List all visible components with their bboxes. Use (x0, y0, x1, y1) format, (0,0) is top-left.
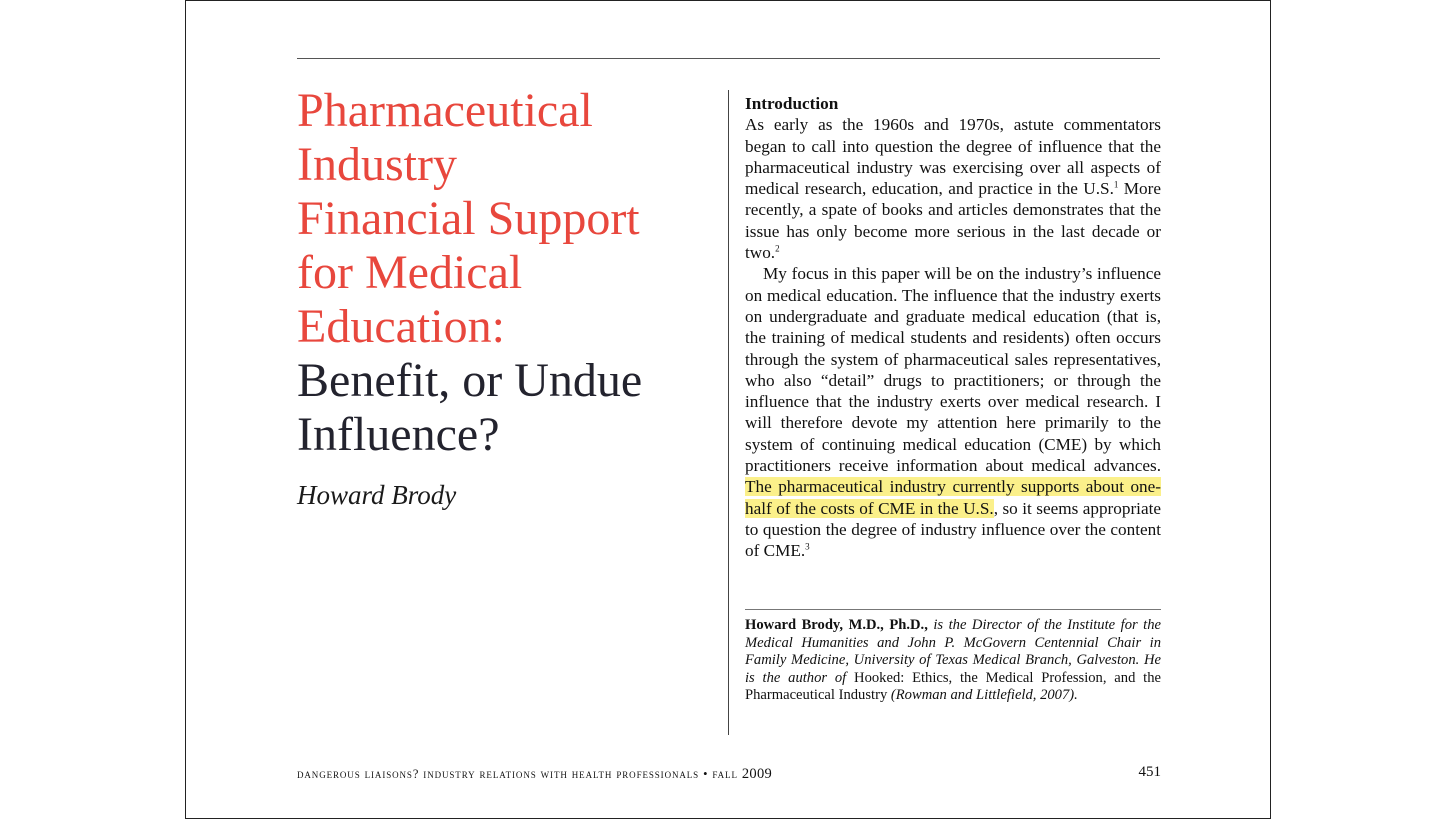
bio-publisher: (Rowman and Littlefield, 2007). (887, 687, 1078, 704)
top-rule (297, 58, 1160, 59)
column-divider (728, 90, 729, 735)
title-line: Industry (297, 138, 457, 191)
footnote-marker[interactable]: 3 (805, 541, 810, 552)
bio-name: Howard Brody, M.D., Ph.D., (745, 617, 928, 633)
author-bio (745, 617, 1161, 705)
body-column (745, 93, 1161, 562)
footnote-marker[interactable]: 1 (1113, 179, 1119, 190)
paragraph-1 (745, 114, 1161, 263)
title-line-subtitle: Benefit, or Undue (297, 354, 643, 407)
article-title (297, 84, 717, 462)
article-author: Howard Brody (297, 480, 457, 510)
bio-rule (745, 609, 1161, 610)
highlighted-text[interactable]: The pharmaceutical industry currently supports about one-half of the costs of CME in the U.S. (745, 477, 1161, 518)
page-number: 451 (1138, 764, 1161, 780)
running-year: 2009 (741, 766, 773, 782)
section-heading: Introduction (745, 94, 839, 113)
title-line: Education: (297, 300, 505, 353)
paragraph-2 (745, 263, 1161, 561)
bio-text: is the Director of the Institute for the Medical Humanities and John P. McGovern Centennial Chair in Family Medicine, University of Texas Medical Branch, Galveston. He is the author of (745, 617, 1161, 686)
paragraph-text: As early as the 1960s and 1970s, astute commentators began to call into question the degree of influence that the pharmaceutical industry was exercising over all aspects of medical research, education, and practice in the U.S. (745, 115, 1161, 199)
running-footer (297, 766, 772, 783)
title-line: for Medical (297, 246, 523, 299)
title-line: Financial Support (297, 192, 640, 245)
running-title: dangerous liaisons? industry relations with health professionals • fall (297, 767, 742, 781)
paragraph-text: More recently, a spate of books and articles demonstrates that the issue has only become more serious in the last decade or two. (745, 179, 1161, 263)
title-line: Pharmaceutical (297, 84, 593, 137)
paragraph-text: My focus in this paper will be on the industry’s influence on medical education. The influence that the industry exerts on undergraduate and graduate medical education (that is, the training of medical students and residents) often occurs through the system of pharmaceutical sales representatives, who also “detail” drugs to practitioners; or through the influence that the industry exerts over medical research. I will therefore devote my attention here primarily to the system of continuing medical education (CME) by which practitioners receive information about medical advances. (745, 264, 1161, 476)
bio-book-title: Hooked: Ethics, the Medical Profession, and the Pharmaceutical Industry (745, 669, 1161, 704)
title-line-subtitle: Influence? (297, 408, 500, 461)
footnote-marker[interactable]: 2 (775, 243, 780, 254)
paragraph-text: , so it seems appropriate to question the degree of industry influence over the content of CME. (745, 498, 1161, 561)
